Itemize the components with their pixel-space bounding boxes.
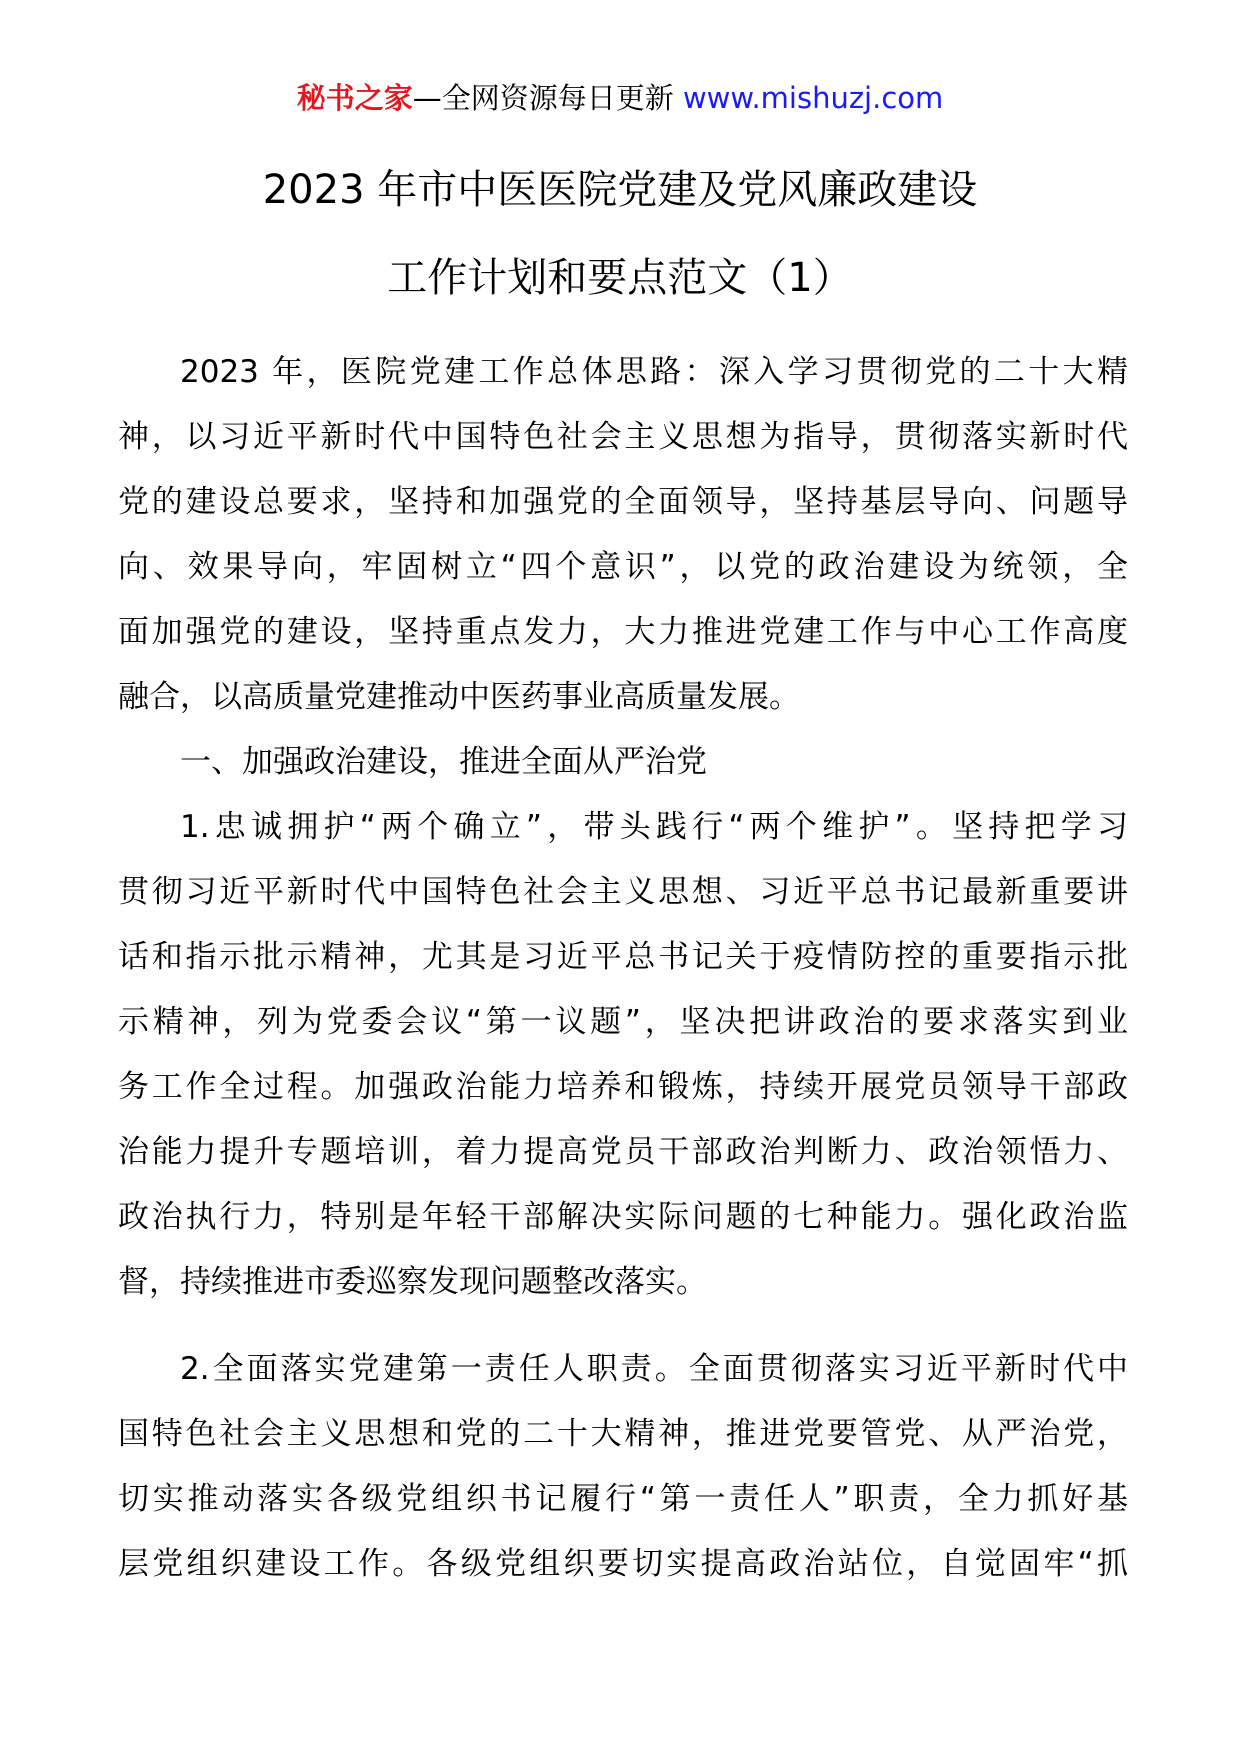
paragraph-4-line: 层党组织建设工作。各级党组织要切实提高政治站位，自觉固牢“抓	[118, 1546, 1128, 1582]
site-header	[0, 78, 1240, 118]
document-body	[118, 340, 1128, 1597]
brand-name: 秘书之家	[296, 81, 413, 115]
header-tagline: —全网资源每日更新	[412, 81, 683, 115]
paragraph-1-line: 向、效果导向，牢固树立“四个意识”，以党的政治建设为统领，全	[118, 549, 1128, 585]
paragraph-1-line: 2023 年，医院党建工作总体思路：深入学习贯彻党的二十大精	[180, 354, 1128, 390]
paragraph-1-line: 党的建设总要求，坚持和加强党的全面领导，坚持基层导向、问题导	[118, 484, 1128, 520]
paragraph-3-line: 话和指示批示精神，尤其是习近平总书记关于疫情防控的重要指示批	[118, 939, 1128, 975]
paragraph-4-line: 切实推动落实各级党组织书记履行“第一责任人”职责，全力抓好基	[118, 1481, 1128, 1517]
paragraph-3-line: 示精神，列为党委会议“第一议题”，坚决把讲政治的要求落实到业	[118, 1004, 1128, 1040]
section-heading-1: 一、加强政治建设，推进全面从严治党	[180, 744, 707, 780]
document-title-line-1: 2023 年市中医医院党建及党风廉政建设	[262, 167, 978, 213]
paragraph-3-line: 1.忠诚拥护“两个确立”，带头践行“两个维护”。坚持把学习	[180, 809, 1128, 845]
paragraph-3-line: 政治执行力，特别是年轻干部解决实际问题的七种能力。强化政治监	[118, 1199, 1128, 1235]
paragraph-1-line: 融合，以高质量党建推动中医药事业高质量发展。	[118, 679, 800, 715]
paragraph-1-line: 神，以习近平新时代中国特色社会主义思想为指导，贯彻落实新时代	[118, 419, 1128, 455]
paragraph-1-line: 面加强党的建设，坚持重点发力，大力推进党建工作与中心工作高度	[118, 614, 1128, 650]
paragraph-gap	[118, 1315, 1128, 1337]
paragraph-4-line: 国特色社会主义思想和党的二十大精神，推进党要管党、从严治党，	[118, 1416, 1128, 1452]
paragraph-4-line: 2.全面落实党建第一责任人职责。全面贯彻落实习近平新时代中	[180, 1351, 1128, 1387]
site-url-link[interactable]: www.mishuzj.com	[682, 81, 944, 115]
paragraph-3-line: 治能力提升专题培训，着力提高党员干部政治判断力、政治领悟力、	[118, 1134, 1128, 1170]
paragraph-3-line: 督，持续推进市委巡察发现问题整改落实。	[118, 1264, 707, 1300]
paragraph-3-line: 务工作全过程。加强政治能力培养和锻炼，持续开展党员领导干部政	[118, 1069, 1128, 1105]
paragraph-3-line: 贯彻习近平新时代中国特色社会主义思想、习近平总书记最新重要讲	[118, 874, 1128, 910]
document-title-line-2: 工作计划和要点范文（1）	[387, 255, 853, 301]
